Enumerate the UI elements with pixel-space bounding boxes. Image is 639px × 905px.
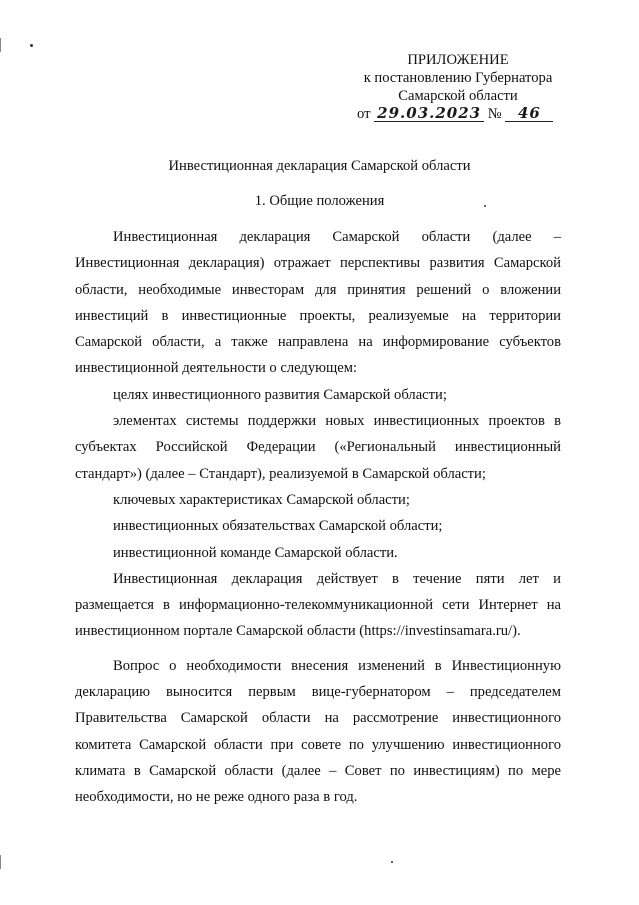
scan-speck (30, 44, 33, 47)
body-paragraph: Инвестиционная декларация действует в течение пяти лет и размещается в информационно-телекоммуникационной сети Интернет на инвестиционном портале Самарской области (https://investinsamara.ru/). (75, 570, 561, 640)
body-paragraph: Вопрос о необходимости внесения изменений в Инвестиционную декларацию выносится первым вице-губернатором – председателем Правительства Самарской области на рассмотрение инвестиционного комитета Самарской области при совете по улучшению инвестиционного климата в Самарской области (далее – Совет по инвестициям) по мере необходимости, но не реже одного раза в год. (75, 657, 561, 806)
appendix-date-number-line (357, 105, 562, 127)
date-prefix: от (357, 106, 371, 122)
body-paragraph: Инвестиционная декларация Самарской области (далее – Инвестиционная декларация) отражает перспективы развития Самарской области, необходимые инвесторам для принятия решений о вложении инвестиций в инвестиционные проекты, реализуемые на территории Самарской области, а также направлена на информирование субъектов инвестиционной деятельности о следующем: (75, 229, 561, 377)
scan-speck (391, 861, 393, 863)
body-list-item: инвестиционной команде Самарской области. (113, 544, 398, 561)
body-list-item: элементах системы поддержки новых инвестиционных проектов в субъектах Российской Федерации («Региональный инвестиционный стандарт») (далее – Стандарт), реализуемой в Самарской области; (75, 413, 561, 482)
section-title: 1. Общие положения (254, 193, 385, 209)
body-list-item: целях инвестиционного развития Самарской области; (113, 386, 447, 403)
appendix-decree-line: к постановлению Губернатора (363, 70, 553, 86)
scan-edge-mark (0, 855, 1, 869)
appendix-title: ПРИЛОЖЕНИЕ (407, 52, 509, 68)
handwritten-number: 46 (505, 105, 553, 122)
handwritten-date: 29.03.2023 (374, 105, 484, 122)
scan-edge-mark (0, 38, 1, 52)
appendix-region-line: Самарской области (398, 88, 518, 104)
body-list-item: инвестиционных обязательствах Самарской области; (113, 518, 443, 535)
document-title: Инвестиционная декларация Самарской области (168, 158, 471, 174)
body-list-item: ключевых характеристиках Самарской области; (113, 491, 410, 508)
document-body (75, 224, 561, 811)
number-prefix: № (487, 106, 502, 122)
